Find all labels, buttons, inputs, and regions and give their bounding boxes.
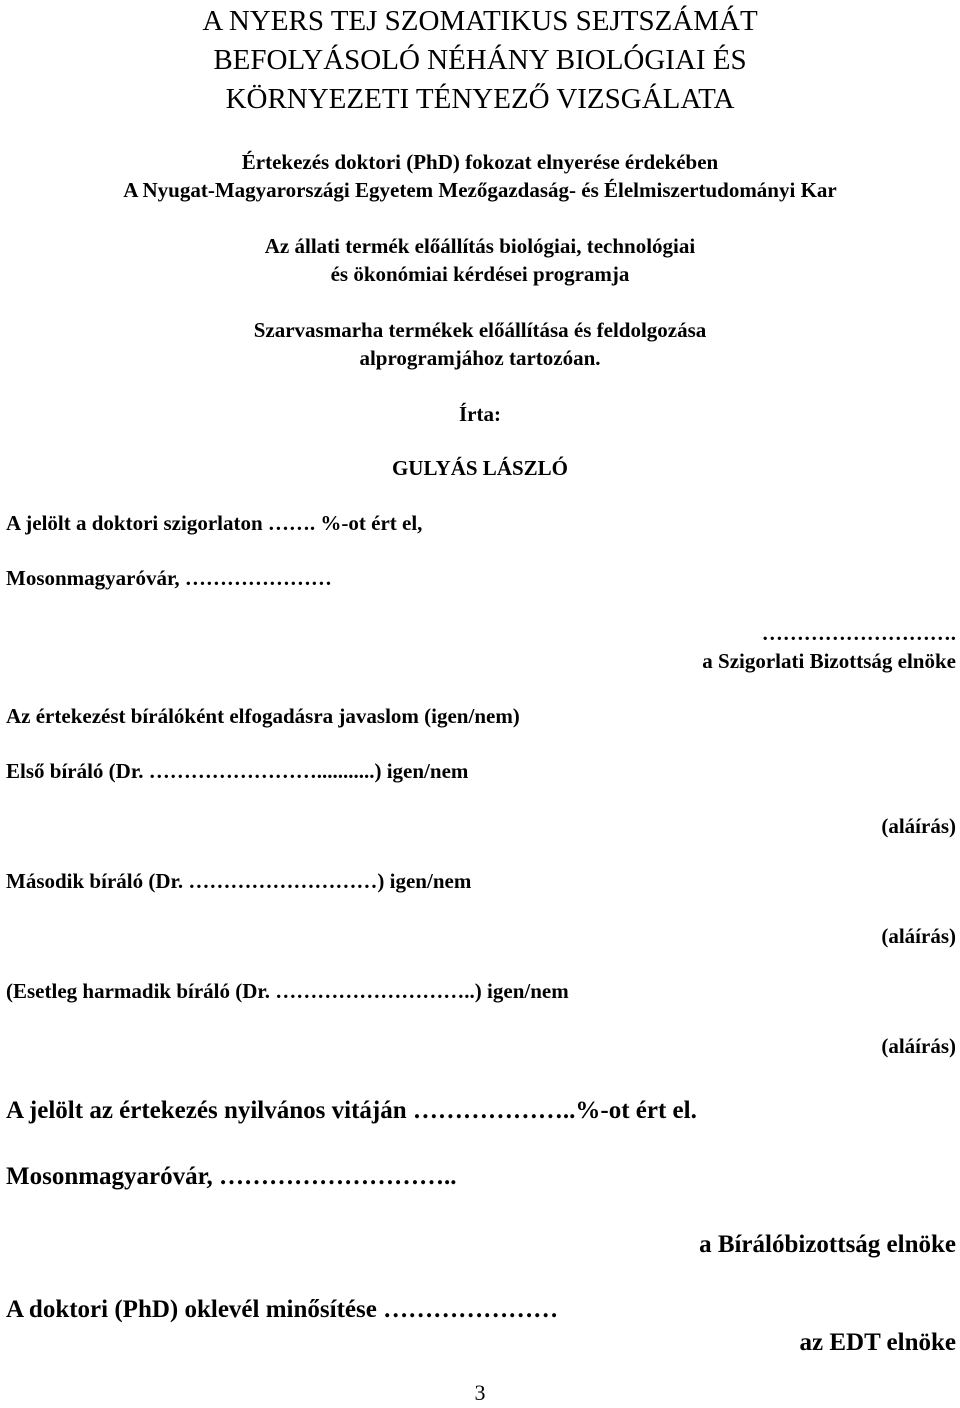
title-line-3: KÖRNYEZETI TÉNYEZŐ VIZSGÁLATA — [225, 83, 735, 115]
subprogram-line-1: Szarvasmarha termékek előállítása és feldolgozása — [253, 318, 707, 342]
author-name: GULYÁS LÁSZLÓ — [391, 456, 569, 480]
first-reviewer-signature: (aláírás) — [881, 814, 956, 838]
author-label: Írta: — [459, 402, 501, 426]
diploma-role: az EDT elnöke — [799, 1329, 956, 1356]
exam-result-line: A jelölt a doktori szigorlaton ……. %-ot ért el, — [6, 511, 423, 535]
diploma-qualification-line: A doktori (PhD) oklevél minősítése ………………… — [6, 1296, 559, 1323]
exam-place-line: Mosonmagyaróvár, ………………… — [6, 566, 332, 590]
program-line-2: és ökonómiai kérdései programja — [330, 262, 630, 286]
first-reviewer-line: Első bíráló (Dr. ……………………...........) igen/nem — [6, 759, 469, 783]
reviewers-intro: Az értekezést bírálóként elfogadásra javaslom (igen/nem) — [6, 704, 520, 728]
defense-place-line: Mosonmagyaróvár, ……………………….. — [6, 1163, 457, 1190]
title-line-1: A NYERS TEJ SZOMATIKUS SEJTSZÁMÁT — [202, 5, 758, 37]
page-number: 3 — [474, 1380, 486, 1405]
defense-result-line: A jelölt az értekezés nyilvános vitáján ………………..%-ot ért el. — [6, 1097, 697, 1124]
exam-signature-role: a Szigorlati Bizottság elnöke — [702, 649, 956, 673]
second-reviewer-signature: (aláírás) — [881, 924, 956, 948]
defense-role: a Bírálóbizottság elnöke — [699, 1231, 956, 1258]
third-reviewer-signature: (aláírás) — [881, 1034, 956, 1058]
program-line-1: Az állati termék előállítás biológiai, technológiai — [264, 234, 696, 258]
purpose-line-2: A Nyugat-Magyarországi Egyetem Mezőgazdaság- és Élelmiszertudományi Kar — [123, 178, 837, 202]
title-line-2: BEFOLYÁSOLÓ NÉHÁNY BIOLÓGIAI ÉS — [213, 44, 747, 76]
third-reviewer-line: (Esetleg harmadik bíráló (Dr. ………………………..) igen/nem — [6, 979, 569, 1003]
exam-signature-dots: ………………………. — [761, 621, 956, 645]
subprogram-line-2: alprogramjához tartozóan. — [359, 346, 601, 370]
second-reviewer-line: Második bíráló (Dr. ………………………) igen/nem — [6, 869, 472, 893]
purpose-line-1: Értekezés doktori (PhD) fokozat elnyerése érdekében — [241, 150, 719, 174]
